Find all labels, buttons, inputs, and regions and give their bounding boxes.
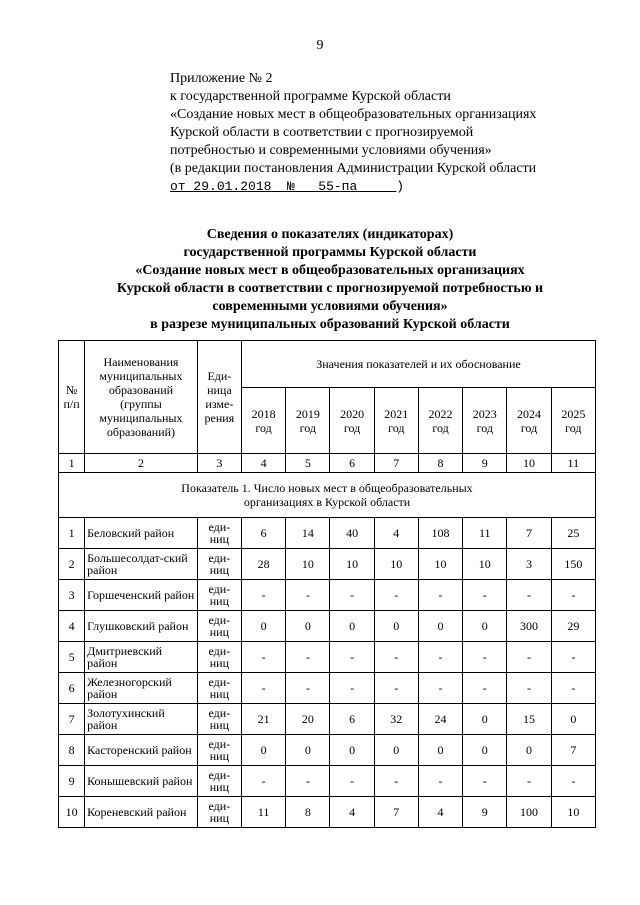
decree-date: 29.01.2018 (193, 179, 272, 194)
value-cell: 6 (330, 704, 374, 735)
decree-prefix: от (170, 179, 186, 194)
header-year: 2023 год (463, 388, 507, 454)
value-cell: 4 (418, 797, 462, 828)
table-row (59, 735, 596, 766)
title-line: «Создание новых мест в общеобразовательных организациях (135, 263, 525, 278)
value-cell: - (551, 642, 595, 673)
value-cell: 10 (418, 549, 462, 580)
value-cell: - (286, 642, 330, 673)
row-unit: еди-ниц (197, 518, 241, 549)
column-number: 1 (59, 454, 85, 473)
header-num: № п/п (59, 341, 85, 454)
value-cell: - (418, 673, 462, 704)
value-cell: - (507, 673, 551, 704)
value-cell: 14 (286, 518, 330, 549)
value-cell: 0 (374, 735, 418, 766)
value-cell: 4 (374, 518, 418, 549)
header-year: 2022 год (418, 388, 462, 454)
table-row (59, 580, 596, 611)
section-title: Показатель 1. Число новых мест в общеобразовательных организациях в Курской области (59, 473, 596, 518)
value-cell: - (463, 766, 507, 797)
value-cell: 4 (330, 797, 374, 828)
row-unit: еди-ниц (197, 673, 241, 704)
column-number: 3 (197, 454, 241, 473)
value-cell: 0 (463, 735, 507, 766)
header-year: 2019 год (286, 388, 330, 454)
value-cell: - (241, 766, 285, 797)
annex-header (170, 70, 610, 196)
row-num: 6 (59, 673, 85, 704)
value-cell: 0 (241, 611, 285, 642)
annex-line: потребностью и современными условиями обучения» (170, 143, 492, 158)
table-row (59, 611, 596, 642)
column-numbers-row (59, 454, 596, 473)
value-cell: 0 (374, 611, 418, 642)
value-cell: 32 (374, 704, 418, 735)
annex-line: (в редакции постановления Администрации Курской области (170, 161, 537, 176)
value-cell: 7 (507, 518, 551, 549)
header-values-group: Значения показателей и их обоснование (241, 341, 595, 388)
table-row (59, 549, 596, 580)
value-cell: - (286, 673, 330, 704)
column-number: 5 (286, 454, 330, 473)
value-cell: - (241, 673, 285, 704)
annex-line: Приложение № 2 (170, 71, 273, 86)
value-cell: 25 (551, 518, 595, 549)
header-year: 2025 год (551, 388, 595, 454)
value-cell: 0 (330, 735, 374, 766)
district-name: Касторенский район (85, 735, 198, 766)
value-cell: - (330, 766, 374, 797)
district-name: Железногорский район (85, 673, 198, 704)
value-cell: 7 (374, 797, 418, 828)
header-name: Наименования муниципальных образований (группы муниципальных образований) (85, 341, 198, 454)
table-row (59, 518, 596, 549)
decree-close: ) (396, 179, 405, 194)
district-name: Золотухинский район (85, 704, 198, 735)
table-row (59, 673, 596, 704)
value-cell: 10 (330, 549, 374, 580)
value-cell: 7 (551, 735, 595, 766)
row-num: 10 (59, 797, 85, 828)
value-cell: 0 (463, 611, 507, 642)
header-year: 2018 год (241, 388, 285, 454)
row-unit: еди-ниц (197, 735, 241, 766)
decree-number-sign: № (287, 179, 295, 194)
column-number: 11 (551, 454, 595, 473)
table-row (59, 642, 596, 673)
value-cell: - (330, 673, 374, 704)
column-number: 4 (241, 454, 285, 473)
row-num: 7 (59, 704, 85, 735)
title-line: в разрезе муниципальных образований Курской области (150, 317, 510, 332)
value-cell: - (286, 766, 330, 797)
row-num: 1 (59, 518, 85, 549)
value-cell: - (507, 580, 551, 611)
annex-line: «Создание новых мест в общеобразовательных организациях (170, 107, 537, 122)
value-cell: - (418, 580, 462, 611)
value-cell: - (374, 642, 418, 673)
value-cell: - (241, 580, 285, 611)
district-name: Горшеченский район (85, 580, 198, 611)
title-line: Сведения о показателях (индикаторах) (206, 227, 454, 242)
value-cell: - (463, 642, 507, 673)
column-number: 8 (418, 454, 462, 473)
table-row (59, 797, 596, 828)
header-unit: Еди-ница изме-рения (197, 341, 241, 454)
value-cell: 10 (551, 797, 595, 828)
value-cell: 300 (507, 611, 551, 642)
row-num: 4 (59, 611, 85, 642)
value-cell: 0 (463, 704, 507, 735)
value-cell: - (418, 766, 462, 797)
value-cell: 108 (418, 518, 462, 549)
value-cell: - (241, 642, 285, 673)
district-name: Глушковский район (85, 611, 198, 642)
value-cell: 9 (463, 797, 507, 828)
column-number: 2 (85, 454, 198, 473)
value-cell: - (330, 642, 374, 673)
table-header-row (59, 341, 596, 388)
district-name: Беловский район (85, 518, 198, 549)
value-cell: - (330, 580, 374, 611)
value-cell: - (551, 766, 595, 797)
indicators-table (58, 340, 596, 828)
column-number: 7 (374, 454, 418, 473)
value-cell: 0 (551, 704, 595, 735)
value-cell: 40 (330, 518, 374, 549)
value-cell: 10 (374, 549, 418, 580)
value-cell: - (374, 766, 418, 797)
value-cell: 28 (241, 549, 285, 580)
value-cell: 0 (286, 735, 330, 766)
row-unit: еди-ниц (197, 642, 241, 673)
column-number: 9 (463, 454, 507, 473)
value-cell: - (374, 673, 418, 704)
title-line: государственной программы Курской области (183, 245, 477, 260)
value-cell: 0 (286, 611, 330, 642)
row-num: 5 (59, 642, 85, 673)
value-cell: 15 (507, 704, 551, 735)
district-name: Кореневский район (85, 797, 198, 828)
value-cell: 11 (241, 797, 285, 828)
value-cell: - (507, 766, 551, 797)
value-cell: - (418, 642, 462, 673)
row-unit: еди-ниц (197, 549, 241, 580)
column-number: 6 (330, 454, 374, 473)
table-row (59, 704, 596, 735)
value-cell: 100 (507, 797, 551, 828)
value-cell: 24 (418, 704, 462, 735)
district-name: Большесолдат-ский район (85, 549, 198, 580)
table-row (59, 766, 596, 797)
value-cell: - (507, 642, 551, 673)
section-row (59, 473, 596, 518)
value-cell: 150 (551, 549, 595, 580)
column-number: 10 (507, 454, 551, 473)
row-unit: еди-ниц (197, 797, 241, 828)
row-unit: еди-ниц (197, 766, 241, 797)
value-cell: 10 (286, 549, 330, 580)
value-cell: 10 (463, 549, 507, 580)
decree-line (170, 178, 610, 196)
title-line: современными условиями обучения» (212, 299, 448, 314)
row-num: 3 (59, 580, 85, 611)
row-num: 8 (59, 735, 85, 766)
decree-number: 55-па (318, 179, 358, 194)
value-cell: 0 (418, 735, 462, 766)
row-unit: еди-ниц (197, 611, 241, 642)
document-title (60, 226, 600, 334)
value-cell: 11 (463, 518, 507, 549)
row-num: 9 (59, 766, 85, 797)
value-cell: 20 (286, 704, 330, 735)
value-cell: - (551, 580, 595, 611)
header-year: 2024 год (507, 388, 551, 454)
value-cell: 6 (241, 518, 285, 549)
value-cell: - (551, 673, 595, 704)
district-name: Дмитриевский район (85, 642, 198, 673)
value-cell: 0 (507, 735, 551, 766)
value-cell: 0 (330, 611, 374, 642)
row-unit: еди-ниц (197, 704, 241, 735)
header-year: 2021 год (374, 388, 418, 454)
value-cell: 21 (241, 704, 285, 735)
value-cell: - (374, 580, 418, 611)
annex-line: Курской области в соответствии с прогнозируемой (170, 125, 474, 140)
value-cell: 8 (286, 797, 330, 828)
value-cell: - (286, 580, 330, 611)
value-cell: 0 (241, 735, 285, 766)
district-name: Конышевский район (85, 766, 198, 797)
page-number: 9 (316, 38, 324, 53)
value-cell: - (463, 673, 507, 704)
row-num: 2 (59, 549, 85, 580)
value-cell: 0 (418, 611, 462, 642)
value-cell: 29 (551, 611, 595, 642)
value-cell: - (463, 580, 507, 611)
annex-line: к государственной программе Курской области (170, 89, 451, 104)
title-line: Курской области в соответствии с прогнозируемой потребностью и (116, 281, 544, 296)
row-unit: еди-ниц (197, 580, 241, 611)
header-year: 2020 год (330, 388, 374, 454)
value-cell: 3 (507, 549, 551, 580)
